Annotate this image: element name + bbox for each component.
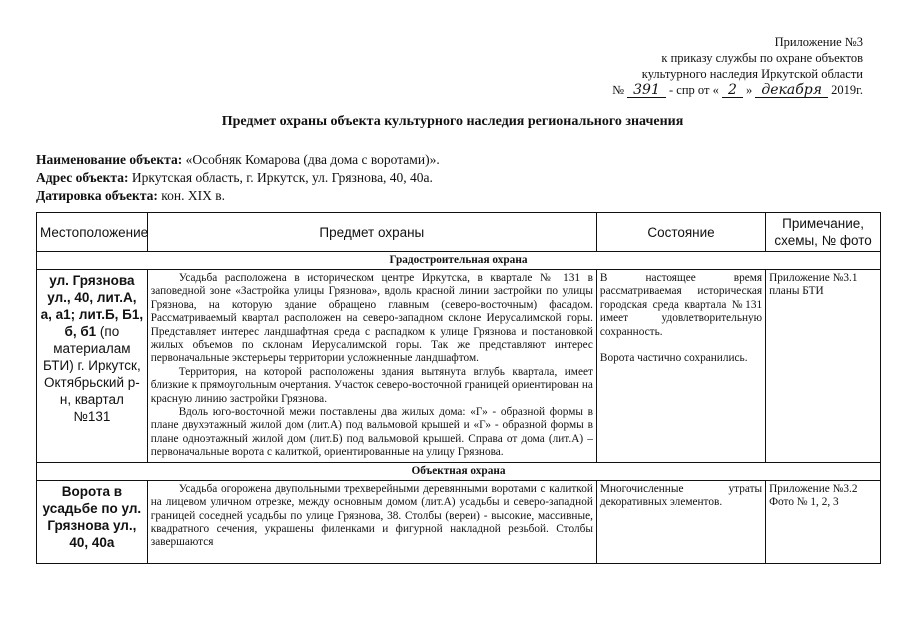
note-cell: Приложение №3.1 планы БТИ [766,270,881,463]
object-address-line [36,169,440,187]
state-cell [596,480,765,563]
location-bold-text: Ворота в усадьбе по ул. Грязнова ул., 40, 40а [42,483,142,550]
state-cell [596,270,765,463]
object-name-line [36,151,440,169]
appendix-number: Приложение №3 [774,35,863,49]
location-cell [37,270,148,463]
subject-cell [147,270,596,463]
header-state: Состояние [596,213,765,252]
subject-paragraph: Усадьба огорожена двупольными трехверейными деревянными воротами с калиткой на лицевом уличном отрезке, между основным домом (лит.А) усадьбы и северо-западной границей соседней усадьбы по улице Грязнова, 38. Столбы (вереи) - высокие, массивные, квадратного сечения, украшены филенками и фигурной накладной резьбой. Столбы завершаются [150,482,593,549]
subject-paragraph: Территория, на которой расположены здания вытянута вглубь квартала, имеет близкие к прямоугольным очертания. Участок северо-восточной границей ориентирован на красную линию застройки Грязнова. [150,365,593,405]
subject-cell [147,480,596,563]
note-cell: Приложение №3.2 Фото № 1, 2, 3 [766,480,881,563]
header-subject: Предмет охраны [147,213,596,252]
appendix-authority: культурного наследия Иркутской области [641,67,863,81]
state-text: Ворота частично сохранились. [599,352,748,365]
section-object-row [37,462,881,480]
table-row [37,270,881,463]
object-name-value: «Особняк Комарова (два дома с воротами)». [182,152,440,167]
appendix-order-ref: к приказу службы по охране объектов [661,51,863,65]
section-object-title: Объектная охрана [37,462,881,480]
handwritten-order-number: 391 [627,83,666,98]
appendix-header [612,34,863,98]
section-urban-title: Градостроительная охрана [37,252,881,270]
spr-label: - спр от « [669,83,719,97]
object-date-label: Датировка объекта: [36,188,158,203]
protection-table [36,212,881,564]
object-name-label: Наименование объекта: [36,152,183,167]
location-cell [37,480,148,563]
state-text: Многочисленные утраты декоративных элементов. [599,482,763,509]
object-date-line [36,187,440,205]
table-row [37,480,881,563]
table-header-row [37,213,881,252]
header-location: Местоположение [37,213,148,252]
header-note: Примечание, схемы, № фото [766,213,881,252]
location-normal-text: (по материалам БТИ) г. Иркутск, Октябрьский р-н, квартал №131 [43,324,141,424]
handwritten-day: 2 [722,83,743,98]
subject-paragraph: Усадьба расположена в историческом центре Иркутска, в квартале № 131 в заповедной зоне «Застройка улицы Грязнова», вдоль красной линии застройки по улицы Грязнова, на которую здание обращено главным (северо-восточным) фасадом. Рассматриваемый квартал расположен на северо-западном склоне Иерусалимской горы. Представляет интерес ландшафтная среда с распадком к улице Грязнова и постановкой жилых объемов по склонам Иерусалимской горы. Так же представляют интерес первоначальные экстерьеры территории усложненные ландшафтом. [150,272,593,365]
document-title: Предмет охраны объекта культурного наследия регионального значения [221,114,684,129]
order-number-line [612,82,863,98]
object-address-value: Иркутская область, г. Иркутск, ул. Грязнова, 40, 40а. [128,170,433,185]
object-address-label: Адрес объекта: [36,170,129,185]
number-sign: № [612,83,625,97]
object-info [36,151,440,205]
subject-paragraph: Вдоль юго-восточной межи поставлены два жилых дома: «Г» - образной формы в плане двухэтажный жилой дом (лит.А) под вальмовой крышей и «Г» - образной формы в плане одноэтажный жилой дом (лит.Б) под вальмовой крышей. Справа от дома (лит.А) – первоначальные ворота с калиткой, ориентированные на улицу Грязнова. [150,406,593,459]
day-close-quote: » [746,83,753,97]
section-urban-row [37,252,881,270]
state-text: В настоящее время рассматриваемая историческая городская среда квартала №131 имеет удовлетворительную сохранность. [599,272,763,338]
location-bold-text: ул. Грязнова ул., 40, лит.А, а, а1; лит.Б, Б1, б, б1 [40,273,144,339]
handwritten-month: декабря [755,83,828,98]
order-year: 2019г. [831,83,863,97]
object-date-value: кон. XIX в. [157,188,225,203]
